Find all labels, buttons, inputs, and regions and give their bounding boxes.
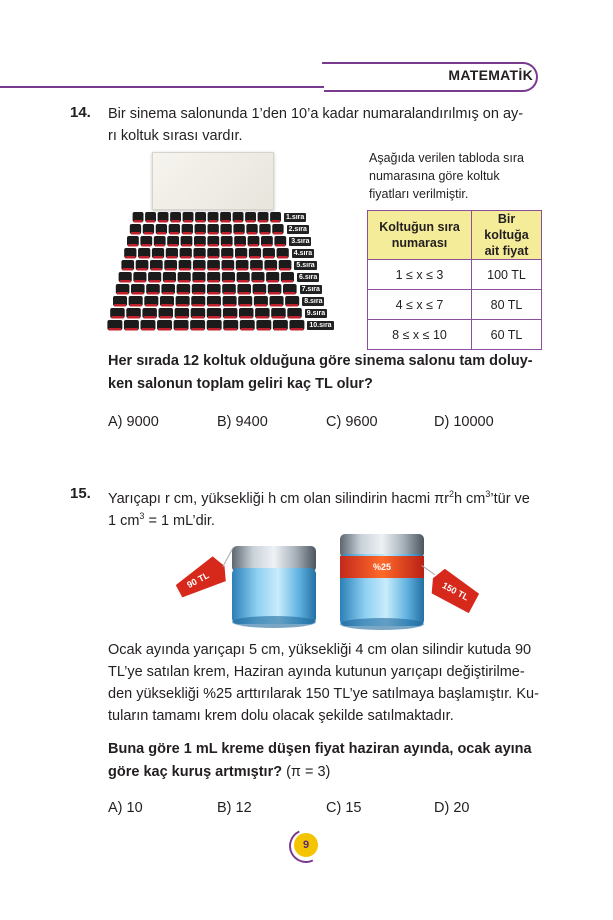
row-label: 6.sıra (299, 274, 318, 281)
seat-cushion (251, 268, 261, 271)
seat-cushion (195, 256, 205, 259)
seat-cushion (258, 328, 271, 331)
seat-cushion (222, 256, 232, 259)
seat-cushion (142, 244, 151, 247)
seat-cushion (128, 244, 137, 247)
seat-cushion (249, 244, 258, 247)
seat-cushion (256, 316, 268, 319)
q15-option-b[interactable]: B) 12 (217, 800, 252, 816)
q15-option-d[interactable]: D) 20 (434, 800, 470, 816)
seat-cushion (266, 268, 276, 271)
header-price-line1: Bir koltuğa (484, 212, 529, 242)
table-row (368, 320, 542, 350)
seat-cushion (109, 328, 122, 331)
seat-cushion (235, 244, 244, 247)
seat-cushion (193, 292, 204, 295)
seat-cushion (194, 268, 204, 271)
seat-cushion (192, 316, 204, 319)
q15-para-line3: den yüksekliği %25 arttırılarak 150 TL’ye satılmaya başlamıştır. Ku- (108, 686, 539, 702)
q15-pi-r: πr (434, 490, 449, 507)
seat-cushion (208, 304, 220, 307)
header-price-line2: ait fiyat (484, 244, 529, 258)
row-label: 2.sıra (288, 226, 307, 233)
seat-cushion (208, 328, 221, 331)
row-range: 1 ≤ x ≤ 3 (368, 260, 472, 290)
q14-option-d[interactable]: D) 10000 (434, 414, 494, 430)
seat-cushion (253, 280, 264, 283)
row-label: 1.sıra (286, 214, 305, 221)
q15-sup-3b: 3 (139, 511, 145, 521)
seat-cushion (166, 268, 176, 271)
note-line2: numarasına göre koltuk (369, 169, 500, 183)
seat-cushion (271, 304, 283, 307)
seat-cushion (159, 220, 168, 223)
seat-cushion (208, 268, 218, 271)
q14-option-b[interactable]: B) 9400 (217, 414, 268, 430)
q15-para-line4: tuların tamamı krem dolu olacak şekilde satılmaktadır. (108, 708, 454, 724)
seat-cushion (274, 328, 287, 331)
seat-cushion (262, 244, 271, 247)
table-row (368, 260, 542, 290)
q15-option-c[interactable]: C) 15 (326, 800, 362, 816)
q15-question-line2 (108, 761, 330, 783)
seat-cushion (224, 304, 236, 307)
seat-cushion (209, 244, 218, 247)
table-row (368, 290, 542, 320)
seat-cushion (163, 292, 174, 295)
seat-cushion (271, 220, 280, 223)
q14-option-a[interactable]: A) 9000 (108, 414, 159, 430)
seat-cushion (158, 328, 171, 331)
seat-cushion (171, 220, 180, 223)
jar-january (232, 546, 316, 628)
seat-cushion (192, 304, 204, 307)
seat-cushion (223, 268, 233, 271)
note-line1: Aşağıda verilen tabloda sıra (369, 151, 524, 165)
seat-cushion (153, 256, 163, 259)
seat-cushion (248, 232, 257, 235)
seat-cushion (239, 292, 250, 295)
seat-cushion (117, 292, 128, 295)
seat-cushion (180, 268, 190, 271)
q14-question-line1: Her sırada 12 koltuk olduğuna göre sinema salonu tam doluy- (108, 353, 533, 369)
seat-cushion (273, 232, 282, 235)
seat-cushion (223, 292, 234, 295)
seat-cushion (291, 328, 304, 331)
page-number: 9 (294, 833, 318, 857)
seat-cushion (223, 280, 234, 283)
row-range: 4 ≤ x ≤ 7 (368, 290, 472, 320)
seat-cushion (146, 304, 158, 307)
seat-cushion (239, 304, 251, 307)
q14-intro-line2: rı koltuk sırası vardır. (108, 128, 243, 144)
q15-question-line1: Buna göre 1 mL kreme düşen fiyat haziran ayında, ocak ayına (108, 741, 532, 757)
subject-title: MATEMATİK (448, 67, 533, 83)
row-label: 5.sıra (296, 262, 315, 269)
tag-june-text: 150 TL (440, 580, 471, 603)
seat-cushion (224, 316, 236, 319)
q15-intro-text: Yarıçapı r cm, yüksekliği h cm olan silindirin hacmi (108, 490, 435, 507)
row-label: 8.sıra (304, 298, 323, 305)
seat-cushion (240, 316, 252, 319)
seat-cushion (280, 268, 290, 271)
seat-cushion (222, 244, 231, 247)
band-percent-text: %25 (372, 562, 392, 572)
seat-cushion (175, 328, 188, 331)
seat-cushion (208, 292, 219, 295)
seat-cushion (139, 256, 149, 259)
row-price: 100 TL (472, 260, 542, 290)
seat-cushion (191, 328, 204, 331)
price-table (367, 210, 542, 350)
q15-intro-end: ’tür ve (490, 490, 530, 507)
seat-cushion (144, 232, 153, 235)
q14-option-c[interactable]: C) 9600 (326, 414, 378, 430)
row-label: 4.sıra (293, 250, 313, 257)
q15-sup-3: 3 (485, 489, 491, 499)
seat-cushion (125, 328, 138, 331)
seat-cushion (132, 292, 143, 295)
seat-cushion (137, 268, 147, 271)
seat-cushion (246, 220, 255, 223)
seat-cushion (178, 292, 189, 295)
q15-intro-line2 (108, 505, 215, 532)
seat-cushion (144, 316, 156, 319)
q14-table-note (369, 149, 524, 203)
seat-cushion (221, 220, 230, 223)
q15-option-a[interactable]: A) 10 (108, 800, 143, 816)
q15-h-cm: h cm (453, 490, 486, 507)
row-price: 80 TL (472, 290, 542, 320)
seat-cushion (135, 280, 146, 283)
header-rule (0, 86, 330, 88)
table-header-row (368, 211, 542, 260)
q15-sup-2: 2 (448, 489, 454, 499)
seat-cushion (151, 268, 161, 271)
cinema-screen (152, 152, 274, 210)
seat-cushion (120, 280, 131, 283)
seat-cushion (254, 292, 265, 295)
seat-cushion (147, 292, 158, 295)
seat-cushion (237, 268, 247, 271)
seat-cushion (114, 304, 126, 307)
header-price (472, 211, 542, 260)
seat-cushion (160, 316, 172, 319)
seat-cushion (267, 280, 278, 283)
seat-cushion (168, 244, 177, 247)
q14-intro-line1: Bir sinema salonunda 1’den 10’a kadar numaralandırılmış on ay- (108, 106, 524, 122)
seat-cushion (131, 232, 140, 235)
seat-cushion (235, 232, 244, 235)
seat-cushion (182, 244, 191, 247)
seat-cushion (241, 328, 254, 331)
seat-cushion (130, 304, 142, 307)
seat-cushion (194, 280, 205, 283)
row-range: 8 ≤ x ≤ 10 (368, 320, 472, 350)
seat-cushion (123, 268, 133, 271)
seat-cushion (111, 316, 123, 319)
seat-cushion (183, 232, 192, 235)
question-15-number: 15. (70, 485, 91, 502)
header-seat-row-line1: Koltuğun sıra (379, 220, 460, 234)
seat-cushion (250, 256, 260, 259)
row-label: 9.sıra (306, 310, 326, 317)
note-line3: fiyatları verilmiştir. (369, 187, 469, 201)
seat-cushion (234, 220, 243, 223)
seat-cushion (238, 280, 249, 283)
seat-cushion (170, 232, 179, 235)
seat-cushion (157, 232, 166, 235)
seat-cushion (208, 280, 219, 283)
seat-cushion (128, 316, 140, 319)
row-label: 3.sıra (291, 238, 310, 245)
seat-cushion (259, 220, 268, 223)
cream-jars-illustration (160, 530, 490, 638)
seat-cushion (208, 316, 220, 319)
seat-cushion (286, 304, 298, 307)
seat-cushion (164, 280, 175, 283)
seat-cushion (272, 316, 284, 319)
seat-cushion (209, 220, 218, 223)
q15-para-line1: Ocak ayında yarıçapı 5 cm, yüksekliği 4 cm olan silindir kutuda 90 (108, 642, 532, 658)
seat-cushion (209, 256, 219, 259)
row-label: 7.sıra (301, 286, 320, 293)
seat-cushion (196, 220, 205, 223)
header-seat-row-line2: numarası (391, 236, 448, 250)
seat-cushion (255, 304, 267, 307)
seat-cushion (134, 220, 143, 223)
seat-cushion (155, 244, 164, 247)
seat-cushion (184, 220, 193, 223)
q15-ml: = 1 mL’dir. (144, 512, 215, 529)
row-price: 60 TL (472, 320, 542, 350)
seat-cushion (181, 256, 191, 259)
question-14-number: 14. (70, 104, 91, 121)
seat-cushion (167, 256, 177, 259)
seat-cushion (161, 304, 173, 307)
header-seat-row (368, 211, 472, 260)
seat-cushion (142, 328, 155, 331)
q15-para-line2: TL’ye satılan krem, Haziran ayında kutunun yarıçapı değiştirilme- (108, 664, 525, 680)
jar-june (340, 534, 424, 630)
q14-question-line2: ken salonun toplam geliri kaç TL olur? (108, 376, 373, 392)
q15-1cm: 1 cm (108, 512, 140, 529)
seat-cushion (261, 232, 270, 235)
seat-cushion (264, 256, 274, 259)
q15-pi-note: (π = 3) (282, 764, 331, 780)
q15-question-text: göre kaç kuruş artmıştır? (108, 764, 283, 780)
seat-cushion (289, 316, 301, 319)
seat-cushion (236, 256, 246, 259)
seat-cushion (125, 256, 135, 259)
seat-cushion (278, 256, 288, 259)
seat-cushion (176, 316, 188, 319)
seat-cushion (224, 328, 237, 331)
seat-cushion (269, 292, 280, 295)
seat-cushion (282, 280, 293, 283)
seat-cushion (146, 220, 155, 223)
seat-cushion (222, 232, 231, 235)
seat-cushion (179, 280, 190, 283)
seat-cushion (276, 244, 285, 247)
row-label: 10.sıra (309, 322, 332, 329)
cinema-seats-illustration (104, 206, 312, 336)
tag-january-text: 90 TL (185, 570, 211, 590)
seat-cushion (196, 232, 205, 235)
seat-cushion (209, 232, 218, 235)
seat-cushion (284, 292, 295, 295)
seat-cushion (177, 304, 189, 307)
seat-cushion (149, 280, 160, 283)
seat-cushion (195, 244, 204, 247)
